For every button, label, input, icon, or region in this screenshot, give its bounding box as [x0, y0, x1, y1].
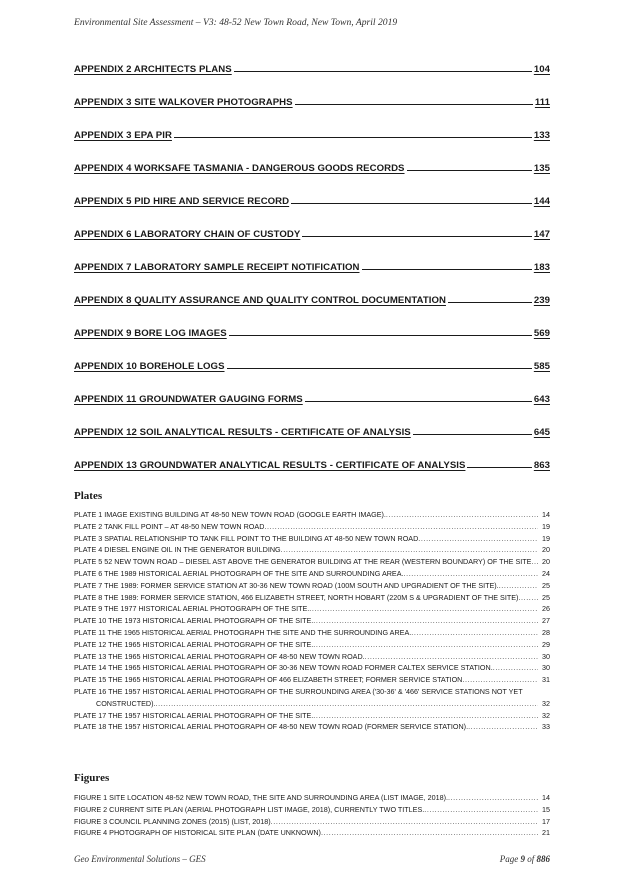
plate-entry[interactable] — [74, 674, 550, 686]
toc-entry-appendix-3-epa[interactable] — [74, 110, 550, 143]
plate-entry[interactable] — [74, 568, 550, 580]
toc-entry-appendix-3-photos[interactable] — [74, 77, 550, 110]
figure-entry-label: FIGURE 1 SITE LOCATION 48-52 NEW TOWN ROAD, THE SITE AND SURROUNDING AREA (LIST IMAGE, 2018). — [74, 793, 448, 802]
plate-entry[interactable] — [74, 686, 550, 710]
plate-entry-label: PLATE 5 52 NEW TOWN ROAD – DIESEL AST ABOVE THE GENERATOR BUILDING AT THE REAR (WESTERN BOUNDARY) OF THE SITE — [74, 557, 532, 567]
figure-entry-page: 15 — [542, 804, 550, 814]
toc-entry-title: APPENDIX 13 GROUNDWATER ANALYTICAL RESULTS - CERTIFICATE OF ANALYSIS — [74, 460, 466, 471]
plate-entry-label: PLATE 8 THE 1989: FORMER SERVICE STATION, 466 ELIZABETH STREET, NORTH HOBART (220M S & UPGRADIENT OF THE SITE) — [74, 592, 519, 602]
plate-entry[interactable] — [74, 627, 550, 639]
toc-entry-appendix-4[interactable] — [74, 143, 550, 176]
plate-entry-page: 32 — [542, 710, 550, 720]
toc-entry-title: APPENDIX 9 BORE LOG IMAGES — [74, 328, 227, 339]
plates-list — [74, 509, 550, 733]
plate-entry-page: 19 — [542, 521, 550, 531]
running-header: Environmental Site Assessment – V3: 48-52 New Town Road, New Town, April 2019 — [74, 17, 398, 28]
page-footer — [74, 854, 550, 864]
toc-entry-title: APPENDIX 10 BOREHOLE LOGS — [74, 361, 225, 372]
footer-page-of: of — [524, 854, 537, 864]
plate-entry-page: 20 — [542, 545, 550, 555]
footer-page-current: 9 — [520, 854, 525, 864]
plate-entry-label: PLATE 13 THE 1965 HISTORICAL AERIAL PHOTOGRAPH OF 48-50 NEW TOWN ROAD. — [74, 651, 365, 661]
plate-entry-label: PLATE 14 THE 1965 HISTORICAL AERIAL PHOTOGRAPH OF 30-36 NEW TOWN ROAD FORMER CALTEX SERVICE STATION. — [74, 663, 493, 673]
plate-entry-label: PLATE 16 THE 1957 HISTORICAL AERIAL PHOTOGRAPH OF THE SURROUNDING AREA ('30-36' & '466' SERVICE STATIONS NOT YET — [74, 686, 523, 696]
plate-entry-label: PLATE 7 THE 1989: FORMER SERVICE STATION AT 30-36 NEW TOWN ROAD (100M SOUTH AND UPGRADIENT OF THE SITE). — [74, 580, 499, 590]
plate-entry[interactable] — [74, 509, 550, 521]
figure-entry-page: 21 — [542, 828, 550, 838]
toc-entry-appendix-9[interactable] — [74, 308, 550, 341]
appendix-toc — [74, 44, 550, 473]
plate-entry-label-continued: CONSTRUCTED). — [96, 698, 156, 708]
plate-entry-page: 27 — [542, 616, 550, 626]
plate-entry[interactable] — [74, 662, 550, 674]
toc-entry-appendix-5[interactable] — [74, 176, 550, 209]
plate-entry-page: 19 — [542, 533, 550, 543]
plate-entry[interactable] — [74, 521, 550, 533]
toc-entry-title: APPENDIX 7 LABORATORY SAMPLE RECEIPT NOTIFICATION — [74, 262, 360, 273]
figures-heading: Figures — [74, 772, 110, 784]
toc-entry-page: 144 — [533, 196, 550, 207]
toc-entry-appendix-11[interactable] — [74, 374, 550, 407]
plate-entry-page: 32 — [542, 698, 550, 708]
plate-entry-page: 30 — [542, 651, 550, 661]
toc-entry-page: 569 — [533, 328, 550, 339]
toc-entry-title: APPENDIX 11 GROUNDWATER GAUGING FORMS — [74, 394, 303, 405]
plate-entry[interactable] — [74, 544, 550, 556]
plate-entry-page: 24 — [542, 568, 550, 578]
toc-entry-title: APPENDIX 4 WORKSAFE TASMANIA - DANGEROUS GOODS RECORDS — [74, 163, 405, 174]
plate-entry-label: PLATE 15 THE 1965 HISTORICAL AERIAL PHOTOGRAPH OF 466 ELIZABETH STREET; FORMER SERVICE STATION — [74, 675, 463, 685]
toc-entry-page: 643 — [533, 394, 550, 405]
toc-entry-page: 585 — [533, 361, 550, 372]
toc-entry-appendix-7[interactable] — [74, 242, 550, 275]
plate-entry[interactable] — [74, 556, 550, 568]
toc-entry-title: APPENDIX 8 QUALITY ASSURANCE AND QUALITY CONTROL DOCUMENTATION — [74, 295, 446, 306]
toc-entry-page: 239 — [533, 295, 550, 306]
plate-entry-label: PLATE 9 THE 1977 HISTORICAL AERIAL PHOTOGRAPH OF THE SITE. — [74, 604, 310, 614]
figure-entry-label: FIGURE 3 COUNCIL PLANNING ZONES (2015) (LIST, 2018) — [74, 816, 271, 826]
figure-entry[interactable] — [74, 804, 550, 816]
figure-entry-page: 14 — [542, 793, 550, 802]
plate-entry-label: PLATE 12 THE 1965 HISTORICAL AERIAL PHOTOGRAPH OF THE SITE. — [74, 639, 314, 649]
plate-entry[interactable] — [74, 710, 550, 722]
plate-entry[interactable] — [74, 639, 550, 651]
plate-entry-page: 30 — [542, 663, 550, 673]
toc-entry-appendix-2[interactable] — [74, 44, 550, 77]
plate-entry-label: PLATE 17 THE 1957 HISTORICAL AERIAL PHOTOGRAPH OF THE SITE. — [74, 710, 314, 720]
footer-company: Geo Environmental Solutions – GES — [74, 854, 206, 864]
plate-entry-label: PLATE 6 THE 1989 HISTORICAL AERIAL PHOTOGRAPH OF THE SITE AND SURROUNDING AREA. — [74, 568, 404, 578]
toc-entry-page: 111 — [534, 97, 550, 108]
footer-page-prefix: Page — [499, 854, 521, 864]
toc-entry-appendix-10[interactable] — [74, 341, 550, 374]
plate-entry-page: 26 — [542, 604, 550, 614]
plate-entry-page: 31 — [542, 675, 550, 685]
toc-entry-title: APPENDIX 3 EPA PIR — [74, 130, 172, 141]
toc-entry-title: APPENDIX 6 LABORATORY CHAIN OF CUSTODY — [74, 229, 301, 240]
toc-entry-title: APPENDIX 3 SITE WALKOVER PHOTOGRAPHS — [74, 97, 293, 108]
plate-entry[interactable] — [74, 580, 550, 592]
plate-entry-label: PLATE 10 THE 1973 HISTORICAL AERIAL PHOTOGRAPH OF THE SITE. — [74, 616, 314, 626]
plate-entry[interactable] — [74, 592, 550, 604]
plate-entry-label: PLATE 3 SPATIAL RELATIONSHIP TO TANK FILL POINT TO THE BUILDING AT 48-50 NEW TOWN ROAD — [74, 533, 419, 543]
plate-entry[interactable] — [74, 651, 550, 663]
figure-entry[interactable] — [74, 792, 550, 804]
plate-entry-page: 25 — [542, 580, 550, 590]
plate-entry[interactable] — [74, 721, 550, 733]
toc-entry-title: APPENDIX 5 PID HIRE AND SERVICE RECORD — [74, 196, 290, 207]
plate-entry-page: 33 — [542, 722, 550, 732]
toc-entry-page: 147 — [533, 229, 550, 240]
footer-page-total: 886 — [536, 854, 550, 864]
figure-entry[interactable] — [74, 827, 550, 839]
toc-entry-appendix-6[interactable] — [74, 209, 550, 242]
plate-entry[interactable] — [74, 533, 550, 545]
toc-entry-title: APPENDIX 2 ARCHITECTS PLANS — [74, 64, 232, 75]
figure-entry[interactable] — [74, 816, 550, 828]
toc-entry-appendix-13[interactable] — [74, 440, 550, 473]
plate-entry[interactable] — [74, 615, 550, 627]
plate-entry-label: PLATE 2 TANK FILL POINT – AT 48-50 NEW TOWN ROAD — [74, 521, 265, 531]
toc-entry-appendix-12[interactable] — [74, 407, 550, 440]
plate-entry-label: PLATE 1 IMAGE EXISTING BUILDING AT 48-50 NEW TOWN ROAD (GOOGLE EARTH IMAGE). — [74, 510, 386, 519]
toc-entry-page: 133 — [533, 130, 550, 141]
toc-entry-page: 104 — [533, 64, 550, 75]
toc-entry-appendix-8[interactable] — [74, 275, 550, 308]
plate-entry[interactable] — [74, 603, 550, 615]
plate-entry-label: PLATE 11 THE 1965 HISTORICAL AERIAL PHOTOGRAPH THE SITE AND THE SURROUNDING AREA. — [74, 627, 412, 637]
plate-entry-page: 25 — [542, 592, 550, 602]
figure-entry-label: FIGURE 2 CURRENT SITE PLAN (AERIAL PHOTOGRAPH LIST IMAGE, 2018), CURRENTLY TWO TITLES. — [74, 804, 425, 814]
footer-page-number — [500, 854, 550, 864]
plate-entry-page: 29 — [542, 639, 550, 649]
toc-entry-page: 645 — [533, 427, 550, 438]
figures-list — [74, 792, 550, 839]
toc-entry-page: 135 — [533, 163, 550, 174]
plate-entry-page: 28 — [542, 627, 550, 637]
plate-entry-page: 14 — [542, 510, 550, 519]
plates-heading: Plates — [74, 490, 103, 502]
figure-entry-label: FIGURE 4 PHOTOGRAPH OF HISTORICAL SITE PLAN (DATE UNKNOWN) — [74, 828, 321, 838]
plate-entry-page: 20 — [542, 557, 550, 567]
toc-entry-page: 863 — [533, 460, 550, 471]
plate-entry-label: PLATE 18 THE 1957 HISTORICAL AERIAL PHOTOGRAPH OF 48-50 NEW TOWN ROAD (FORMER SERVICE STATION). — [74, 722, 469, 732]
toc-entry-page: 183 — [533, 262, 550, 273]
plate-entry-label: PLATE 4 DIESEL ENGINE OIL IN THE GENERATOR BUILDING — [74, 545, 281, 555]
toc-entry-title: APPENDIX 12 SOIL ANALYTICAL RESULTS - CERTIFICATE OF ANALYSIS — [74, 427, 411, 438]
figure-entry-page: 17 — [542, 816, 550, 826]
